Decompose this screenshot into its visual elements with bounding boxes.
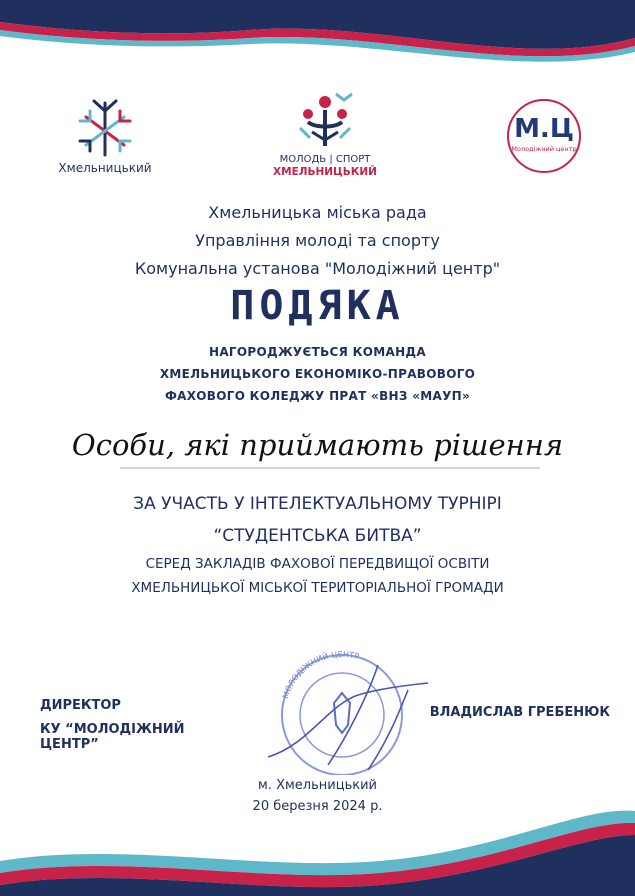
- director-organization: КУ “МОЛОДІЖНИЙ ЦЕНТР”: [40, 722, 185, 752]
- youth-sport-emblem-icon: [270, 88, 380, 154]
- director-name: ВЛАДИСЛАВ ГРЕБЕНЮК: [429, 705, 610, 720]
- awarded-line-1: НАГОРОДЖУЄТЬСЯ КОМАНДА: [208, 345, 427, 359]
- team-name-underline: [120, 467, 540, 469]
- team-name: Особи, які приймають рішення: [71, 428, 564, 462]
- org-line-3: Комунальна установа "Молодіжний центр": [134, 259, 501, 278]
- director-title: ДИРЕКТОР: [40, 698, 121, 713]
- official-seal: [258, 645, 438, 775]
- among-line-2: ХМЕЛЬНИЦЬКОЇ МІСЬКОЇ ТЕРИТОРІАЛЬНОЇ ГРОМАДИ: [131, 580, 504, 596]
- city-emblem-icon: [50, 95, 160, 161]
- city-logo-caption: Хмельницький: [58, 161, 152, 175]
- seal-text: МОЛОДІЖНИЙ ЦЕНТР: [280, 649, 360, 700]
- svg-text:МОЛОДІЖНИЙ ЦЕНТР: [281, 650, 360, 700]
- youth-center-logo: [504, 96, 584, 176]
- awarded-line-2: ХМЕЛЬНИЦЬКОГО ЕКОНОМІКО-ПРАВОВОГО: [159, 367, 476, 381]
- participation-line-1: ЗА УЧАСТЬ У ІНТЕЛЕКТУАЛЬНОМУ ТУРНІРІ: [133, 494, 502, 514]
- youth-center-caption: Молодіжний центр: [511, 145, 577, 153]
- top-wave-decoration: [0, 0, 635, 70]
- youth-sport-logo: [270, 88, 380, 188]
- org-line-2: Управління молоді та спорту: [195, 231, 440, 250]
- footer-city: м. Хмельницький: [258, 778, 377, 793]
- bottom-wave-decoration: [0, 801, 635, 896]
- participation-line-2: “СТУДЕНТСЬКА БИТВА”: [213, 526, 422, 546]
- among-line-1: СЕРЕД ЗАКЛАДІВ ФАХОВОЇ ПЕРЕДВИЩОЇ ОСВІТИ: [145, 556, 490, 572]
- youth-sport-caption-top: МОЛОДЬ | СПОРТ: [279, 154, 371, 165]
- certificate-title: ПОДЯКА: [230, 283, 405, 329]
- footer-date: 20 березня 2024 р.: [252, 799, 383, 814]
- youth-center-mark: М.Ц: [514, 114, 574, 144]
- youth-sport-caption-bottom: ХМЕЛЬНИЦЬКИЙ: [273, 166, 377, 178]
- city-logo: [50, 95, 160, 185]
- awarded-line-3: ФАХОВОГО КОЛЕДЖУ ПРАТ «ВНЗ «МАУП»: [164, 389, 471, 403]
- org-line-1: Хмельницька міська рада: [208, 203, 427, 222]
